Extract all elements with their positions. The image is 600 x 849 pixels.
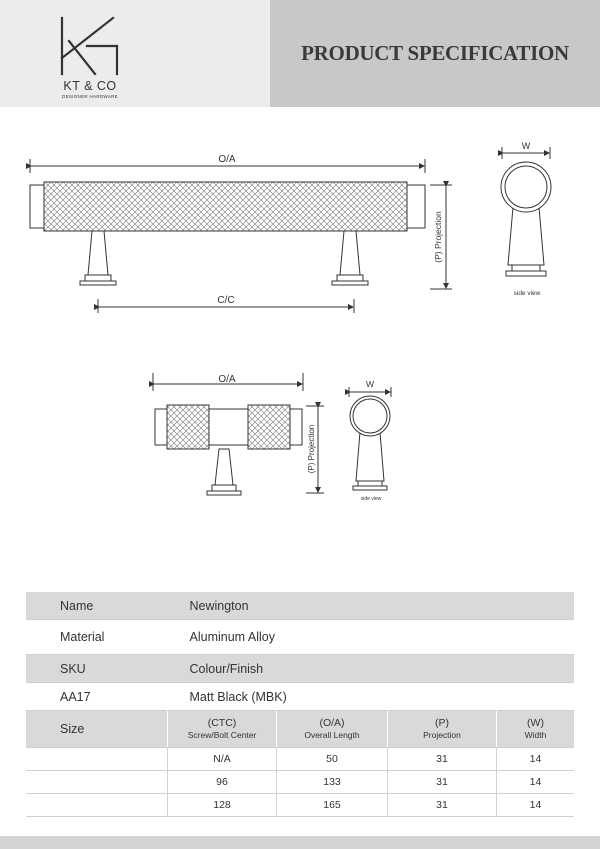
table-cell: 31 [388, 794, 497, 817]
bottom-side-caption: side view [360, 496, 382, 502]
column-name: Overall Length [304, 730, 360, 740]
top-oa-label: O/A [218, 154, 236, 165]
spec-value: Colour/Finish [168, 655, 575, 683]
bottom-oa-label: O/A [218, 374, 236, 385]
spec-value: Matt Black (MBK) [168, 683, 575, 711]
bottom-w-label: W [365, 379, 375, 389]
spec-value: Newington [168, 592, 575, 620]
bottom-handle-front-view [153, 373, 324, 495]
spec-label: SKU [26, 655, 168, 683]
column-name: Projection [423, 730, 461, 740]
table-cell: N/A [168, 748, 277, 771]
bottom-handle-side-view [349, 387, 391, 490]
spec-row-sku [26, 655, 574, 683]
spec-label: AA17 [26, 683, 168, 711]
size-header-row [26, 711, 574, 748]
top-cc-label: C/C [217, 295, 235, 306]
column-code: (W) [527, 717, 544, 729]
table-cell: 31 [388, 771, 497, 794]
top-w-label: W [521, 141, 531, 151]
blank-cell [26, 771, 168, 794]
table-cell: 133 [277, 771, 388, 794]
column-name: Screw/Bolt Center [187, 730, 257, 740]
spec-row-code [26, 683, 574, 711]
spec-value: Aluminum Alloy [168, 620, 575, 655]
header-left-panel [0, 0, 270, 107]
brand-name: KT & CO [63, 79, 117, 93]
table-row [26, 794, 574, 817]
spec-label: Name [26, 592, 168, 620]
table-cell: 14 [497, 771, 575, 794]
table-row [26, 748, 574, 771]
spec-table [26, 592, 574, 817]
brand-tagline: DESIGNER HARDWARE [62, 94, 118, 99]
table-row [26, 771, 574, 794]
spec-label: Material [26, 620, 168, 655]
column-code: (O/A) [319, 717, 345, 729]
brand-logo-icon [55, 16, 135, 76]
blank-cell [26, 748, 168, 771]
bottom-projection-label: (P) Projection [307, 424, 316, 474]
size-label: Size [26, 711, 168, 748]
top-side-caption: side view [513, 290, 541, 297]
table-cell: 50 [277, 748, 388, 771]
table-cell: 96 [168, 771, 277, 794]
column-code: (P) [435, 717, 449, 729]
technical-drawing [0, 107, 600, 587]
page-title: PRODUCT SPECIFICATION [301, 41, 569, 65]
top-handle-front-view [30, 159, 452, 313]
column-header-oa [277, 711, 388, 748]
spec-row-name [26, 592, 574, 620]
table-cell: 14 [497, 794, 575, 817]
column-header-ctc [168, 711, 277, 748]
footer-bar [0, 836, 600, 849]
table-cell: 128 [168, 794, 277, 817]
top-handle-side-view [501, 147, 551, 276]
blank-cell [26, 794, 168, 817]
table-cell: 165 [277, 794, 388, 817]
table-cell: 14 [497, 748, 575, 771]
column-code: (CTC) [207, 717, 237, 729]
column-header-p [388, 711, 497, 748]
top-projection-label: (P) Projection [433, 211, 443, 263]
table-cell: 31 [388, 748, 497, 771]
column-header-w [497, 711, 575, 748]
spec-row-material [26, 620, 574, 655]
column-name: Width [524, 730, 547, 740]
